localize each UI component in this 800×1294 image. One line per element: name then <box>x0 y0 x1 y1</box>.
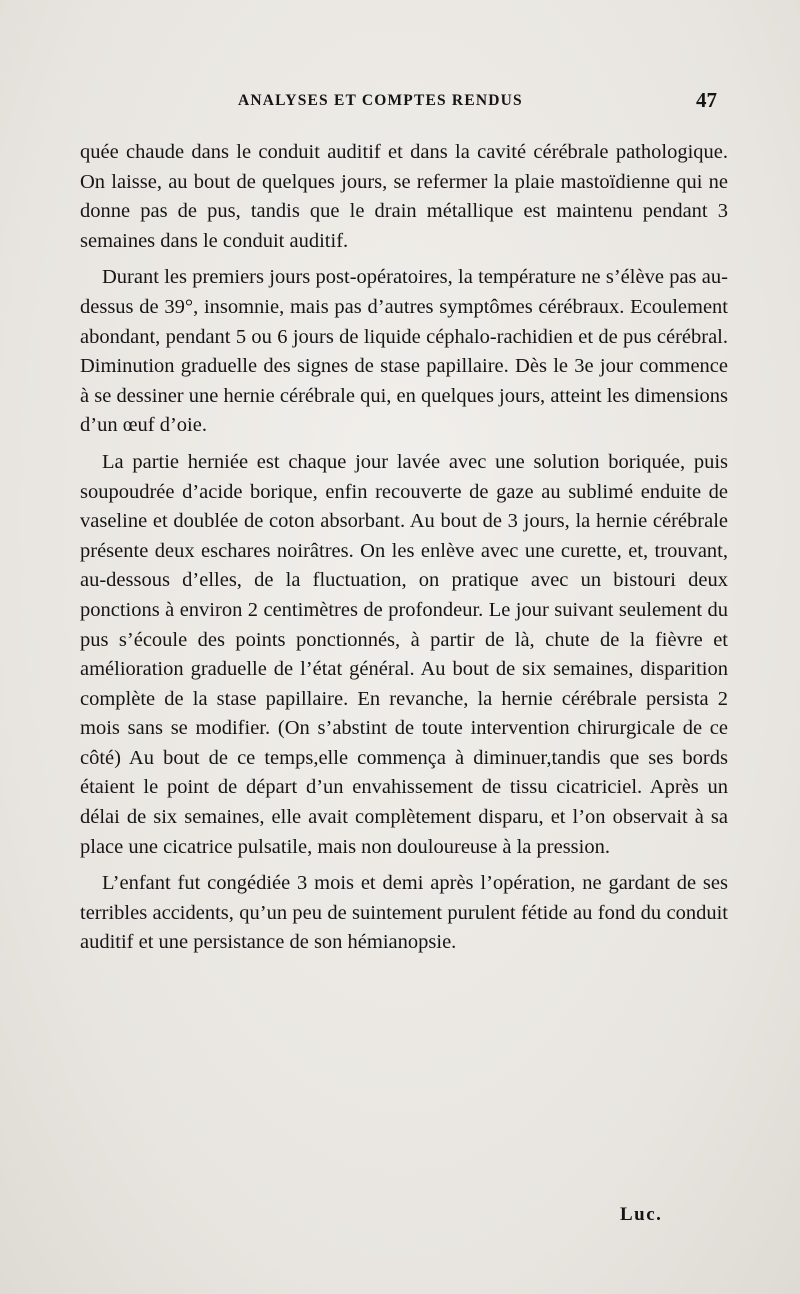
paragraph-discharge: L’enfant fut congédiée 3 mois et demi après l’opération, ne gardant de ses terribles accidents, qu’un peu de suintement purulent fétide au fond du conduit auditif et une persistance de son hémianopsie. <box>80 872 728 954</box>
running-title: ANALYSES ET COMPTES RENDUS <box>238 92 523 109</box>
author-signature: Luc. <box>620 1204 663 1225</box>
article-body <box>80 138 728 965</box>
page-header <box>0 88 800 116</box>
paragraph-hernia-treatment: La partie herniée est chaque jour lavée avec une solution boriquée, puis soupoudrée d’acide borique, enfin recouverte de gaze au sublimé enduite de vaseline et doublée de coton absorbant. Au bout de 3 jours, la hernie cérébrale présente deux eschares noirâtres. On les enlève avec une curette, et, trouvant, au-dessous d’elles, de la fluctuation, on pratique avec un bistouri deux ponctions à environ 2 centimètres de profondeur. Le jour suivant seulement du pus s’écoule des points ponctionnés, à partir de là, chute de la fièvre et amélioration graduelle de l’état général. Au bout de six semaines, disparition complète de la stase papillaire. En revanche, la hernie cérébrale persista 2 mois sans se modifier. (On s’abstint de toute intervention chirurgicale de ce côté) Au bout de ce temps,elle commença à diminuer,tandis que ses bords étaient le point de départ d’un envahissement de tissu cicatriciel. Après un délai de six semaines, elle avait complètement disparu, et l’on observait à sa place une cicatrice pulsatile, mais non douloureuse à la pression. <box>80 450 728 858</box>
paragraph-post-operative: Durant les premiers jours post-opératoires, la température ne s’élève pas au-dessus de 39°, insomnie, mais pas d’autres symptômes cérébraux. Ecoulement abondant, pendant 5 ou 6 jours de liquide céphalo-rachidien et de pus cérébral. Diminution graduelle des signes de stase papillaire. Dès le 3e jour commence à se dessiner une hernie cérébrale qui, en quelques jours, atteint les dimensions d’un œuf d’oie. <box>80 266 728 437</box>
page-number: 47 <box>696 88 717 112</box>
paragraph-continuation: quée chaude dans le conduit auditif et dans la cavité cérébrale pathologique. On laisse, au bout de quelques jours, se refermer la plaie mastoïdienne qui ne donne pas de pus, tandis que le drain métallique est maintenu pendant 3 semaines dans le conduit auditif. <box>80 141 728 252</box>
